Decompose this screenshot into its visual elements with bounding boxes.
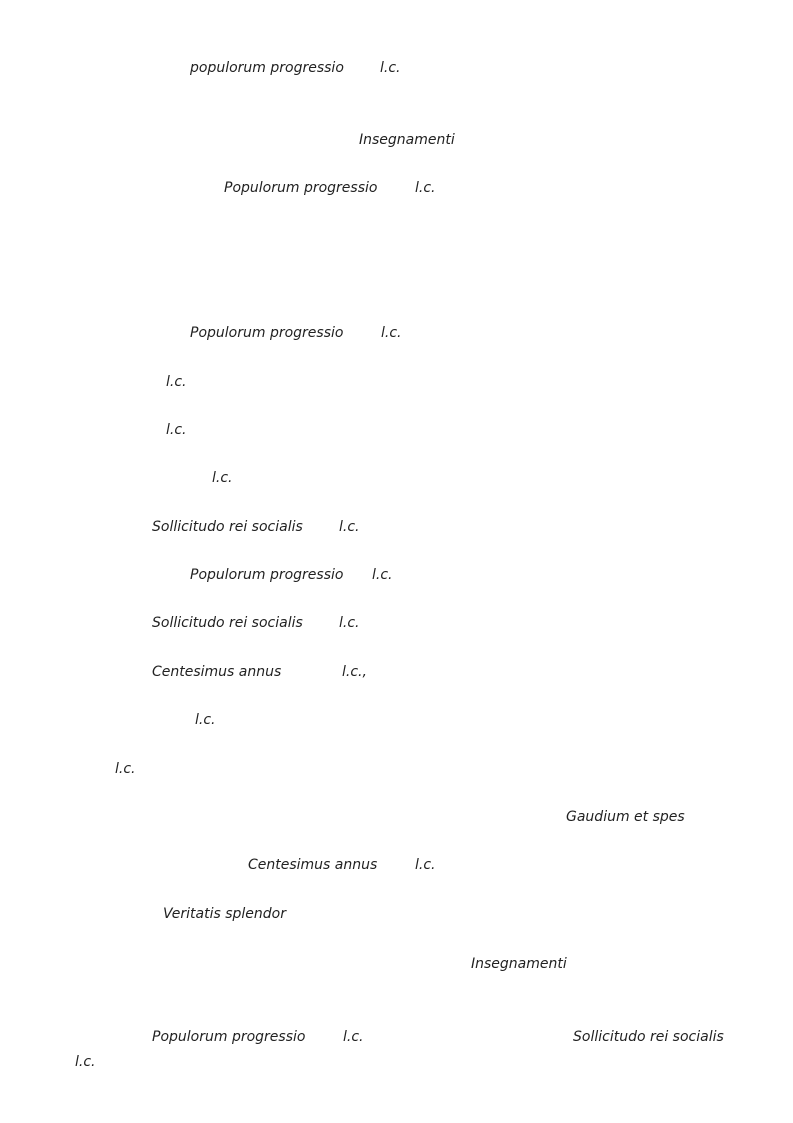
citation-title: Sollicitudo rei socialis <box>152 519 303 535</box>
citation-title: Centesimus annus <box>248 857 378 873</box>
citation-title: Gaudium et spes <box>566 809 685 825</box>
citation-title: Sollicitudo rei socialis <box>573 1029 724 1045</box>
loc-cit: l.c. <box>415 180 436 196</box>
loc-cit: l.c. <box>381 325 402 341</box>
citation-title: Insegnamenti <box>471 956 567 972</box>
citation-title: populorum progressio <box>190 60 344 76</box>
loc-cit: l.c. <box>343 1029 364 1045</box>
citation-title: Populorum progressio <box>152 1029 306 1045</box>
loc-cit: l.c. <box>195 712 216 728</box>
loc-cit: l.c. <box>415 857 436 873</box>
citation-title: Veritatis splendor <box>163 906 286 922</box>
citation-title: Centesimus annus <box>152 664 282 680</box>
citation-title: Populorum progressio <box>190 567 344 583</box>
loc-cit: l.c. <box>115 761 136 777</box>
loc-cit: l.c. <box>166 374 187 390</box>
citation-title: Populorum progressio <box>224 180 378 196</box>
loc-cit: l.c. <box>212 470 233 486</box>
loc-cit: l.c. <box>339 519 360 535</box>
loc-cit: l.c. <box>380 60 401 76</box>
citation-title: Sollicitudo rei socialis <box>152 615 303 631</box>
loc-cit: l.c. <box>339 615 360 631</box>
loc-cit: l.c. <box>372 567 393 583</box>
citation-title: Insegnamenti <box>359 132 455 148</box>
citation-title: Populorum progressio <box>190 325 344 341</box>
loc-cit: l.c. <box>75 1054 96 1070</box>
loc-cit: l.c. <box>166 422 187 438</box>
loc-cit: l.c., <box>342 664 367 680</box>
